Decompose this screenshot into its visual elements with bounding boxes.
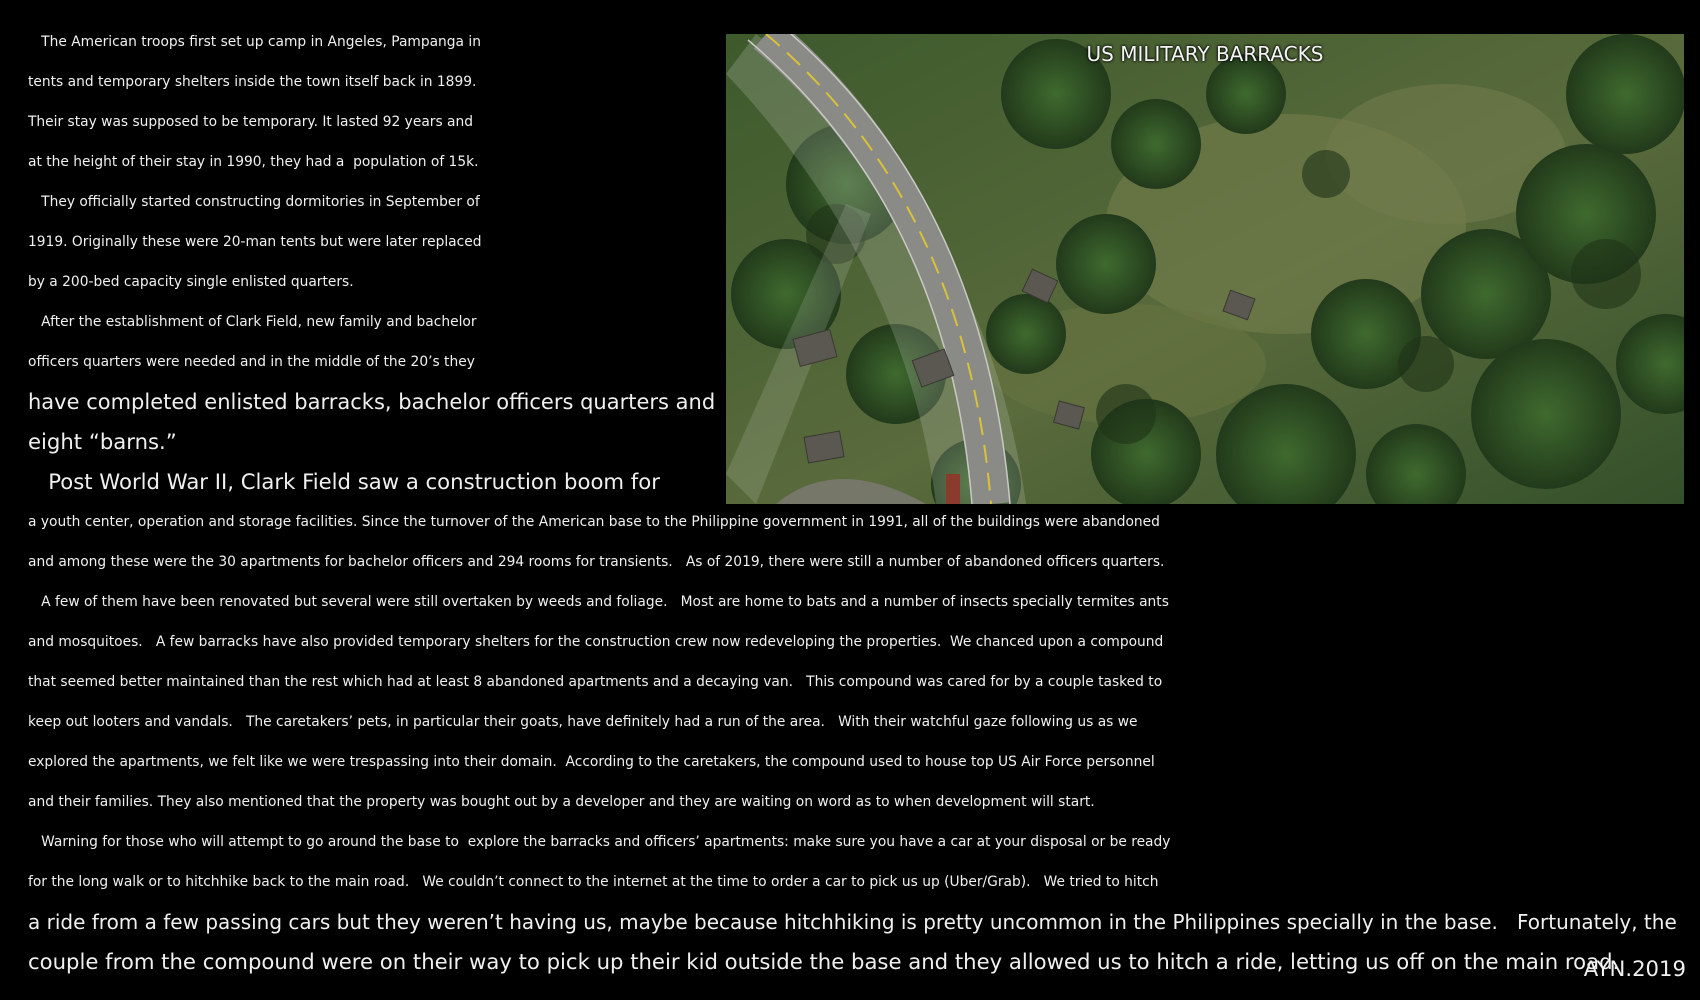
text-line: Post World War II, Clark Field saw a construction boom for bbox=[28, 469, 660, 494]
upper-text-block bbox=[28, 22, 715, 502]
text-line: Their stay was supposed to be temporary. It lasted 92 years and bbox=[28, 114, 473, 130]
text-line: and their families. They also mentioned that the property was bought out by a developer and they are waiting on word as to when development will start. bbox=[28, 794, 1095, 810]
text-line: explored the apartments, we felt like we were trespassing into their domain. According to the caretakers, the compound used to house top US Air Force personnel bbox=[28, 754, 1155, 770]
text-line: a youth center, operation and storage facilities. Since the turnover of the American base to the Philippine government in 1991, all of the buildings were abandoned bbox=[28, 514, 1160, 530]
aerial-photo bbox=[726, 34, 1684, 504]
text-line: tents and temporary shelters inside the town itself back in 1899. bbox=[28, 74, 477, 90]
text-line: After the establishment of Clark Field, new family and bachelor bbox=[28, 314, 477, 330]
text-line: at the height of their stay in 1990, they had a population of 15k. bbox=[28, 154, 479, 170]
photo-caption: US MILITARY BARRACKS bbox=[1086, 42, 1324, 66]
text-line: by a 200-bed capacity single enlisted quarters. bbox=[28, 274, 354, 290]
text-line: have completed enlisted barracks, bachelor officers quarters and bbox=[28, 390, 716, 414]
text-line: for the long walk or to hitchhike back to the main road. We couldn’t connect to the internet at the time to order a car to pick us up (Uber/Grab). We tried to hitch bbox=[28, 874, 1159, 890]
text-line: keep out looters and vandals. The caretakers’ pets, in particular their goats, have definitely had a run of the area. With their watchful gaze following us as we bbox=[28, 714, 1138, 730]
text-line: A few of them have been renovated but several were still overtaken by weeds and foliage. Most are home to bats and a number of insects specially termites ants bbox=[28, 594, 1169, 610]
text-line: a ride from a few passing cars but they weren’t having us, maybe because hitchhiking is pretty uncommon in the Philippines specially in the base. Fortunately, the bbox=[28, 910, 1677, 934]
text-line: The American troops first set up camp in Angeles, Pampanga in bbox=[28, 34, 481, 50]
author-signature: AYN.2019 bbox=[1583, 956, 1686, 981]
lower-text-block bbox=[28, 502, 1677, 982]
text-line: 1919. Originally these were 20-man tents but were later replaced bbox=[28, 234, 482, 250]
text-line: and mosquitoes. A few barracks have also provided temporary shelters for the construction crew now redeveloping the properties. We chanced upon a compound bbox=[28, 634, 1164, 650]
text-line: They officially started constructing dormitories in September of bbox=[28, 194, 480, 210]
text-line: Warning for those who will attempt to go around the base to explore the barracks and officers’ apartments: make sure you have a car at your disposal or be ready bbox=[28, 834, 1171, 850]
aerial-photo-icon bbox=[726, 34, 1684, 504]
text-line: officers quarters were needed and in the middle of the 20’s they bbox=[28, 354, 475, 370]
text-line: couple from the compound were on their way to pick up their kid outside the base and they allowed us to hitch a ride, letting us off on the main road. bbox=[28, 949, 1620, 974]
text-line: that seemed better maintained than the rest which had at least 8 abandoned apartments and a decaying van. This compound was cared for by a couple tasked to bbox=[28, 674, 1163, 690]
text-line: and among these were the 30 apartments for bachelor officers and 294 rooms for transients. As of 2019, there were still a number of abandoned officers quarters. bbox=[28, 554, 1165, 570]
text-line: eight “barns.” bbox=[28, 429, 177, 454]
